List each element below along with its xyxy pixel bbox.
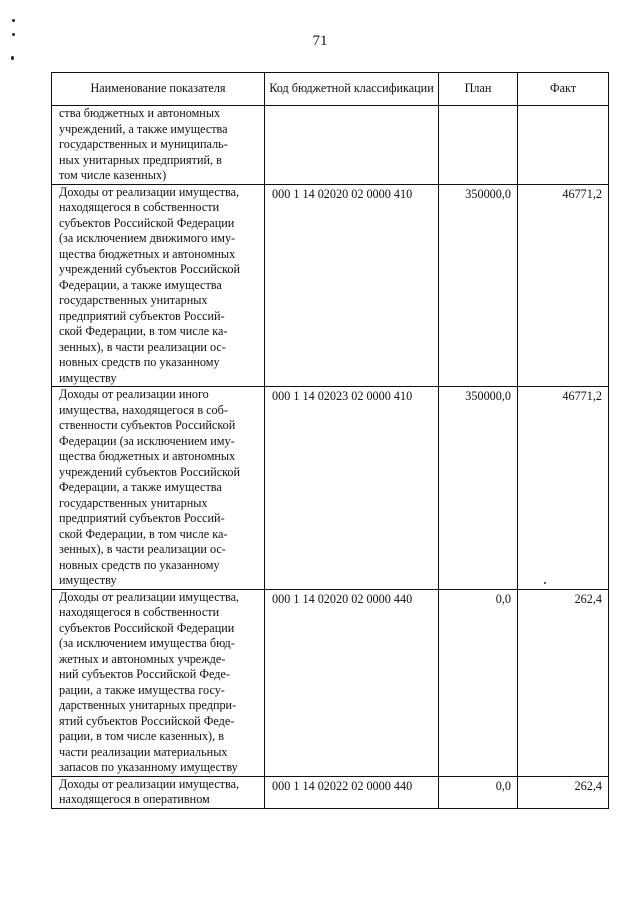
indicator-name-line: (за исключением имущества бюд- [59,636,235,650]
plan-value-cell: 0,0 [439,776,518,808]
indicator-name-cell [52,776,265,808]
plan-value-cell: 350000,0 [439,387,518,590]
scan-speck [12,33,15,36]
table-row [52,106,609,185]
indicator-name-line: Доходы от реализации имущества, [59,589,240,604]
indicator-name-line: государственных и муниципаль- [59,137,228,151]
indicator-name-line: щества бюджетных и автономных [59,449,236,463]
budget-code-cell: 000 1 14 02022 02 0000 440 [265,776,439,808]
table-row [52,776,609,808]
indicator-name-line: новных средств по указанному [59,557,220,572]
indicator-name-line: рации, в том числе казенных), в [59,729,224,743]
table-row [52,589,609,776]
table-row [52,387,609,590]
indicator-name-cell [52,589,265,776]
indicator-name-line: учреждений субъектов Российской [59,262,241,276]
indicator-name-line: ства бюджетных и автономных [59,106,221,120]
indicator-name-cell [52,106,265,185]
indicator-name-line: ственности субъектов Российской [59,418,236,432]
plan-value-cell: 0,0 [439,589,518,776]
budget-table [51,72,609,809]
fact-value-cell: 262,4 [518,776,609,808]
fact-value-cell: 46771,2 [518,387,609,590]
indicator-name-line: Доходы от реализации имущества, [59,776,240,791]
indicator-name-line: ний субъектов Российской Феде- [59,667,230,681]
indicator-name-line: находящегося в собственности [59,605,220,619]
indicator-name-line: учреждений субъектов Российской [59,464,241,479]
indicator-name-line: имущества, находящегося в соб- [59,402,228,417]
header-fact: Факт [518,73,609,106]
header-code: Код бюджетной классификации [265,73,439,106]
fact-value-cell: 46771,2 [518,184,609,387]
indicator-name-line: Федерации, а также имущества [59,480,222,494]
scan-speck [12,19,15,22]
indicator-name-cell [52,184,265,387]
indicator-name-line: (за исключением движимого иму- [59,231,236,245]
indicator-name-line: предприятий субъектов Россий- [59,308,225,323]
budget-code-cell [265,106,439,185]
budget-code-cell: 000 1 14 02023 02 0000 410 [265,387,439,590]
indicator-name-line: Федерации (за исключением иму- [59,433,235,448]
indicator-name-line: дарственных унитарных предпри- [59,698,237,712]
budget-code-cell: 000 1 14 02020 02 0000 410 [265,184,439,387]
indicator-name-line: щества бюджетных и автономных [59,246,236,261]
budget-code-cell: 000 1 14 02020 02 0000 440 [265,589,439,776]
fact-value-cell: 262,4 [518,589,609,776]
indicator-name-line: части реализации материальных [59,744,228,759]
indicator-name-line: Доходы от реализации имущества, [59,184,240,199]
plan-value-cell [439,106,518,185]
indicator-name-line: ской Федерации, в том числе ка- [59,526,228,541]
indicator-name-line: государственных унитарных [59,495,208,510]
indicator-name-line: находящегося в оперативном [59,792,210,806]
indicator-name-line: том числе казенных) [59,168,167,182]
indicator-name-line: имуществу [59,370,117,385]
indicator-name-line: находящегося в собственности [59,200,220,214]
indicator-name-line: ской Федерации, в том числе ка- [59,324,228,338]
indicator-name-line: предприятий субъектов Россий- [59,511,225,525]
indicator-name-line: зенных), в части реализации ос- [59,542,226,556]
indicator-name-line: субъектов Российской Федерации [59,620,235,635]
indicator-name-line: жетных и автономных учрежде- [59,651,226,666]
page-number: 71 [312,33,328,49]
indicator-name-line: имуществу [59,573,117,587]
header-name: Наименование показателя [52,73,265,106]
indicator-name-line: ных унитарных предприятий, в [59,152,222,167]
indicator-name-cell [52,387,265,590]
indicator-name-line: новных средств по указанному [59,355,220,369]
indicator-name-line: запасов по указанному имуществу [59,760,238,774]
indicator-name-line: ятий субъектов Российской Феде- [59,713,235,728]
header-plan: План [439,73,518,106]
indicator-name-line: субъектов Российской Федерации [59,215,235,230]
scan-speck [11,56,14,60]
indicator-name-line: зенных), в части реализации ос- [59,339,226,354]
indicator-name-line: рации, а также имущества госу- [59,682,225,697]
plan-value-cell: 350000,0 [439,184,518,387]
table-header-row [52,73,609,106]
indicator-name-line: государственных унитарных [59,293,208,307]
indicator-name-line: Федерации, а также имущества [59,277,222,292]
fact-value-cell [518,106,609,185]
indicator-name-line: учреждений, а также имущества [59,121,228,136]
indicator-name-line: Доходы от реализации иного [59,387,209,401]
table-row [52,184,609,387]
